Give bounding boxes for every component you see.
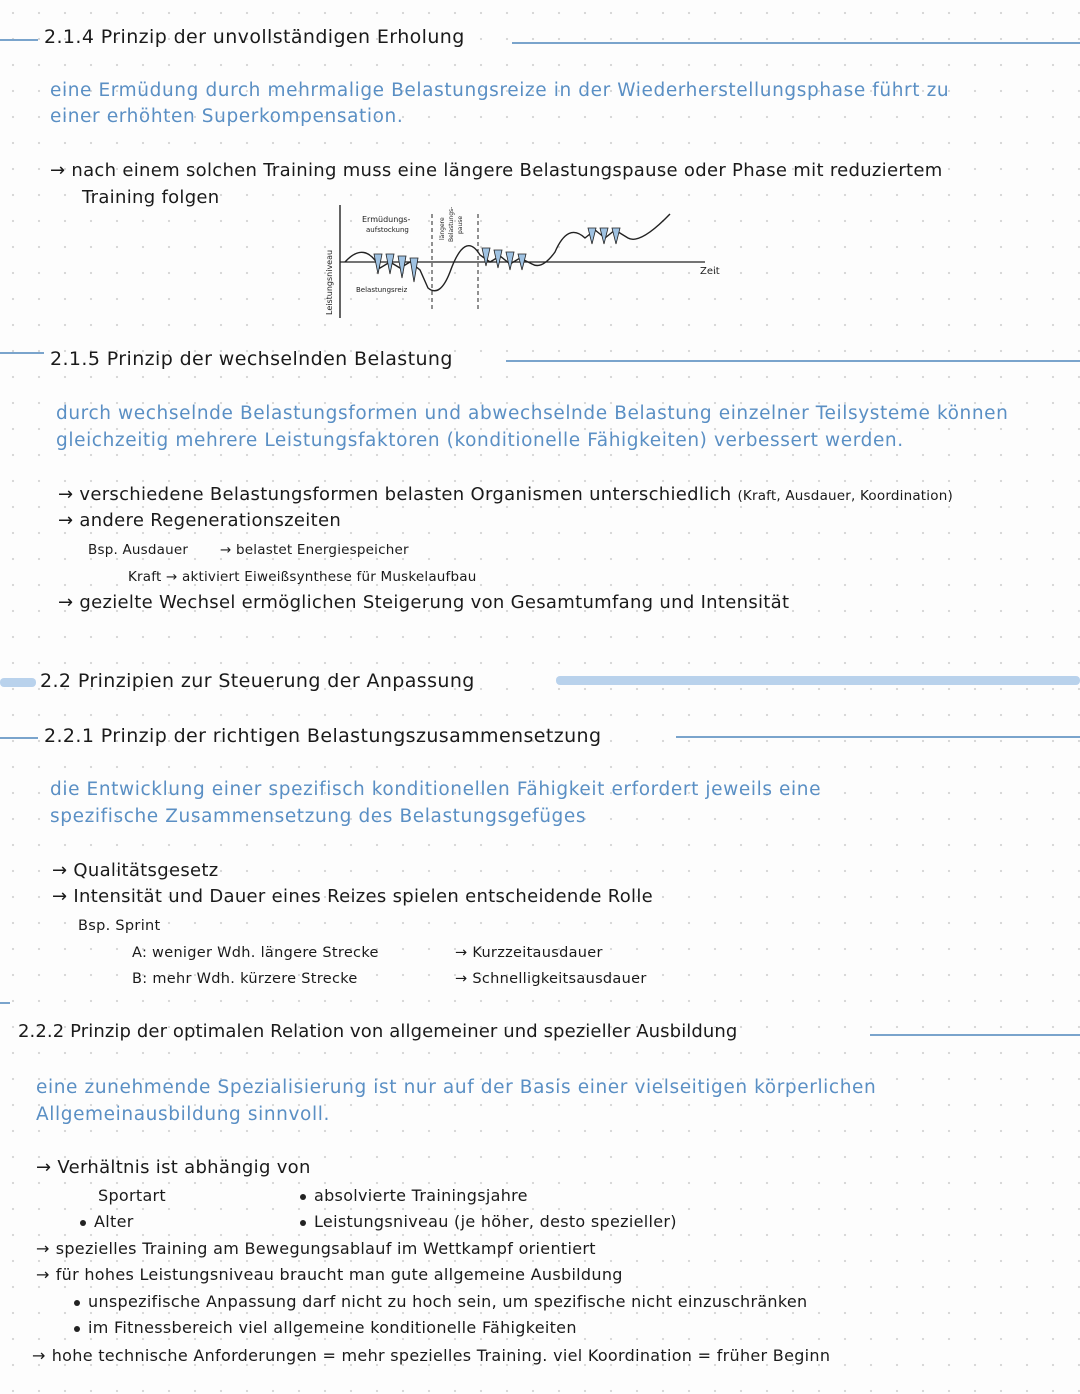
heading-highlight-left bbox=[0, 678, 36, 687]
definition-line-2: spezifische Zusammensetzung des Belastungsgefüges bbox=[50, 806, 587, 827]
y-axis-label: Leistungsniveau bbox=[325, 249, 334, 315]
bullet: → hohe technische Anforderungen = mehr spezielles Training. viel Koordination = früher Beginn bbox=[32, 1346, 831, 1365]
arrow-right-icon: → bbox=[36, 1239, 50, 1258]
heading-line-right bbox=[512, 42, 1080, 44]
example-result: → Schnelligkeitsausdauer bbox=[455, 971, 647, 987]
pause-label: Belastungs- bbox=[448, 206, 455, 242]
example-item: → belastet Energiespeicher bbox=[220, 542, 409, 558]
heading-line-right bbox=[506, 360, 1080, 362]
definition-line-2: gleichzeitig mehrere Leistungsfaktoren (konditionelle Fähigkeiten) verbessert werden. bbox=[56, 430, 904, 451]
bullet: → für hohes Leistungsniveau braucht man gute allgemeine Ausbildung bbox=[36, 1265, 623, 1284]
heading-line-right bbox=[870, 1034, 1080, 1036]
bullet: → nach einem solchen Training muss eine längere Belastungspause oder Phase mit reduziertem bbox=[50, 160, 943, 181]
factor-item: Leistungsniveau (je höher, desto spezieller) bbox=[300, 1212, 677, 1231]
definition-line-2: Allgemeinausbildung sinnvoll. bbox=[36, 1104, 330, 1125]
definition-line-1: die Entwicklung einer spezifisch konditionellen Fähigkeit erfordert jeweils eine bbox=[50, 779, 822, 800]
definition-line-1: eine Ermüdung durch mehrmalige Belastungsreize in der Wiederherstellungsphase führt zu bbox=[50, 80, 950, 101]
example-item: Kraft → aktiviert Eiweißsynthese für Muskelaufbau bbox=[128, 569, 477, 585]
margin-mark bbox=[0, 1002, 10, 1004]
bullet: → gezielte Wechsel ermöglichen Steigerung von Gesamtumfang und Intensität bbox=[58, 592, 790, 613]
bullet-dot-icon bbox=[300, 1194, 306, 1200]
pause-label: pause bbox=[457, 215, 464, 234]
sub-bullet: unspezifische Anpassung darf nicht zu hoch sein, um spezifische nicht einzuschränken bbox=[74, 1292, 807, 1311]
heading-line-right bbox=[676, 736, 1080, 738]
example-label: Bsp. Ausdauer bbox=[88, 542, 189, 558]
bullet: → andere Regenerationszeiten bbox=[58, 510, 342, 531]
arrow-right-icon: → bbox=[50, 160, 66, 181]
arrow-right-icon: → bbox=[32, 1346, 46, 1365]
heading-line-left bbox=[0, 39, 38, 41]
example-result: → Kurzzeitausdauer bbox=[455, 945, 603, 961]
heading-line-left bbox=[0, 737, 38, 739]
bullet: → spezielles Training am Bewegungsablauf im Wettkampf orientiert bbox=[36, 1239, 596, 1258]
heading-highlight-right bbox=[556, 676, 1080, 685]
stimulus-label: Belastungsreiz bbox=[356, 286, 408, 294]
fatigue-label: aufstockung bbox=[366, 226, 409, 234]
arrow-right-icon: → bbox=[36, 1157, 52, 1178]
arrow-right-icon: → bbox=[58, 510, 74, 531]
bullet-dot-icon bbox=[74, 1326, 80, 1332]
definition-line-2: einer erhöhten Superkompensation. bbox=[50, 106, 404, 127]
bullet-dot-icon bbox=[80, 1220, 86, 1226]
example-label: Bsp. Sprint bbox=[78, 918, 161, 934]
definition-line-1: eine zunehmende Spezialisierung ist nur auf der Basis einer vielseitigen körperlichen bbox=[36, 1077, 877, 1098]
arrow-right-icon: → bbox=[52, 886, 68, 907]
heading-2-2-2: 2.2.2 Prinzip der optimalen Relation von allgemeiner und spezieller Ausbildung bbox=[18, 1021, 738, 1042]
factor-item: Alter bbox=[80, 1212, 134, 1231]
bullet-dot-icon bbox=[74, 1300, 80, 1306]
example-item: B: mehr Wdh. kürzere Strecke bbox=[132, 971, 358, 987]
definition-line-1: durch wechselnde Belastungsformen und abwechselnde Belastung einzelner Teilsysteme können bbox=[56, 403, 1009, 424]
fatigue-label: Ermüdungs- bbox=[362, 215, 411, 224]
pause-label: längere bbox=[439, 217, 446, 240]
sub-bullet: im Fitnessbereich viel allgemeine konditionelle Fähigkeiten bbox=[74, 1318, 577, 1337]
bullet: → Qualitätsgesetz bbox=[52, 860, 219, 881]
bullet: → Intensität und Dauer eines Reizes spielen entscheidende Rolle bbox=[52, 886, 654, 907]
x-axis-label: Zeit bbox=[700, 266, 720, 277]
factor-item: absolvierte Trainingsjahre bbox=[300, 1186, 528, 1205]
bullet-continuation: Training folgen bbox=[82, 187, 220, 208]
heading-2-1-4: 2.1.4 Prinzip der unvollständigen Erholung bbox=[44, 26, 465, 48]
arrow-right-icon: → bbox=[58, 592, 74, 613]
supercompensation-diagram bbox=[310, 200, 730, 325]
bullet: → Verhältnis ist abhängig von bbox=[36, 1157, 311, 1178]
heading-2-1-5: 2.1.5 Prinzip der wechselnden Belastung bbox=[50, 348, 453, 370]
bullet-dot-icon bbox=[300, 1220, 306, 1226]
bullet: → verschiedene Belastungsformen belasten Organismen unterschiedlich (Kraft, Ausdauer, Koordination) bbox=[58, 484, 953, 505]
arrow-right-icon: → bbox=[36, 1265, 50, 1284]
arrow-right-icon: → bbox=[58, 484, 74, 505]
example-item: A: weniger Wdh. längere Strecke bbox=[132, 945, 379, 961]
heading-2-2: 2.2 Prinzipien zur Steuerung der Anpassung bbox=[40, 670, 475, 692]
factor-item: Sportart bbox=[98, 1186, 167, 1205]
heading-2-2-1: 2.2.1 Prinzip der richtigen Belastungszusammensetzung bbox=[44, 725, 602, 747]
arrow-right-icon: → bbox=[52, 860, 68, 881]
heading-line-left bbox=[0, 352, 44, 354]
